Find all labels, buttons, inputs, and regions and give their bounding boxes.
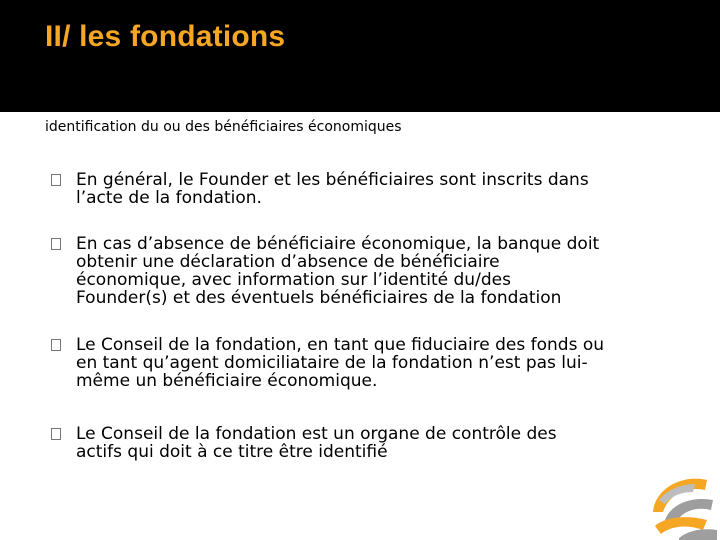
square-bullet-icon xyxy=(51,238,61,250)
bullet-item xyxy=(45,336,605,425)
slide-title: II/ les fondations xyxy=(45,20,286,53)
square-bullet-icon xyxy=(51,174,61,186)
bullet-text: En cas d’absence de bénéficiaire économique, la banque doit obtenir une déclaration d’absence de bénéficiaire économique, avec information sur l’identité du/des Founder(s) et des éventuels bénéficiaires de la fondation xyxy=(76,234,600,308)
bullet-text: En général, le Founder et les bénéficiaires sont inscrits dans l’acte de la fondation. xyxy=(76,170,589,208)
swirl-logo-icon xyxy=(645,460,720,540)
square-bullet-icon xyxy=(51,428,61,440)
bullet-item xyxy=(45,171,605,235)
bullet-item xyxy=(45,425,605,461)
bullet-text: Le Conseil de la fondation est un organe de contrôle des actifs qui doit à ce titre être identifié xyxy=(76,424,557,462)
square-bullet-icon xyxy=(51,339,61,351)
slide-subtitle: identification du ou des bénéficiaires économiques xyxy=(45,119,402,135)
bullet-list xyxy=(45,171,605,461)
bullet-text: Le Conseil de la fondation, en tant que fiduciaire des fonds ou en tant qu’agent domiciliataire de la fondation n’est pas lui-même un bénéficiaire économique. xyxy=(76,335,605,391)
title-bar xyxy=(0,0,720,112)
bullet-item xyxy=(45,235,605,336)
